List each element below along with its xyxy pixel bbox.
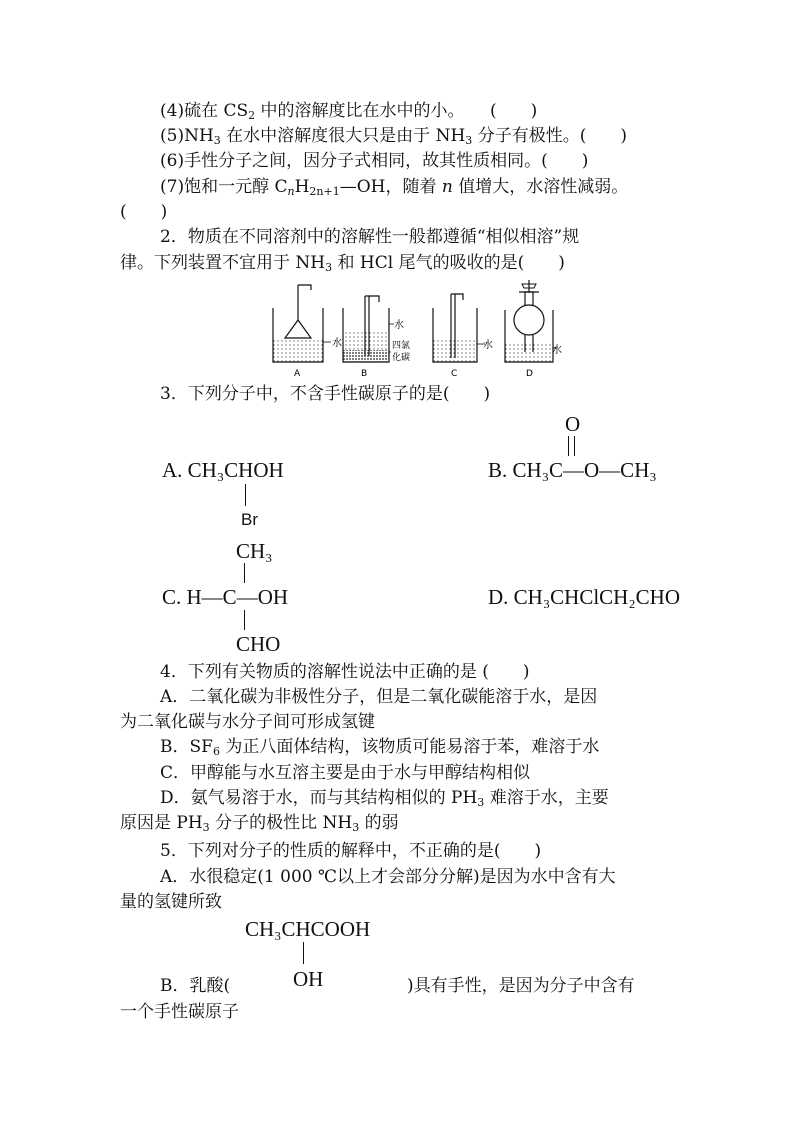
- q3-c-top-bond: [244, 563, 245, 583]
- svg-text:水: 水: [552, 345, 562, 356]
- svg-text:C: C: [451, 369, 458, 379]
- q3-b-double-bond: [568, 436, 575, 456]
- q4-option-a-line1: A．二氧化碳为非极性分子，但是二氧化碳能溶于水，是因: [160, 687, 598, 707]
- absorption-apparatus-figure: [265, 280, 575, 380]
- q1-item-4: (4)硫在 $CS_2$ 中的溶解度比在水中的小。 ( ): [160, 101, 538, 122]
- q2-stem-line2: 律。下列装置不宜用于 $NH_3$ 和 HCl 尾气的吸收的是( ): [120, 253, 565, 274]
- q1-item-5: $(5)NH_3$ 在水中溶解度很大只是由于 $NH_3$ 分子有极性。( ): [160, 126, 627, 147]
- svg-text:水: 水: [332, 338, 342, 349]
- svg-text:水: 水: [394, 320, 404, 331]
- q3-option-d: D. CH₃CHClCH₂CHO: [488, 585, 681, 609]
- svg-text:A: A: [294, 369, 301, 379]
- q4-stem: 4．下列有关物质的溶解性说法中正确的是 ( ): [160, 662, 530, 682]
- q5-stem: 5．下列对分子的性质的解释中，不正确的是( ): [160, 841, 542, 861]
- svg-text:四氯: 四氯: [392, 341, 411, 351]
- q5-lactic-acid-formula: CH₃CHCOOH: [245, 917, 371, 941]
- q5-option-b-line1-end: )具有手性，是因为分子中含有: [407, 976, 635, 996]
- q5-option-a-line2: 量的氢键所致: [120, 892, 222, 912]
- q4-option-d-line1: D．氨气易溶于水，而与其结构相似的 $PH_3$ 难溶于水，主要: [160, 788, 609, 809]
- q5-option-b-line2: 一个手性碳原子: [120, 1002, 239, 1022]
- svg-text:B: B: [361, 369, 368, 379]
- q4-option-a-line2: 为二氧化碳与水分子间可形成氢键: [120, 712, 375, 732]
- q3-option-c: C. H—C—OH: [162, 585, 289, 609]
- svg-text:D: D: [526, 369, 533, 379]
- q2-stem-line1: 2．物质在不同溶剂中的溶解性一般都遵循“相似相溶”规: [160, 227, 580, 247]
- q3-a-substituent: Br: [241, 510, 258, 529]
- q3-option-b: B. CH₃C—O—CH₃: [488, 458, 657, 482]
- q3-c-bottom: CHO: [236, 632, 281, 656]
- q3-a-bond: [245, 484, 246, 506]
- q3-c-top: CH₃: [236, 539, 273, 563]
- q4-option-c: C．甲醇能与水互溶主要是由于水与甲醇结构相似: [160, 763, 531, 783]
- svg-text:水: 水: [483, 340, 493, 351]
- apparatus-c: [433, 294, 493, 379]
- apparatus-d: [505, 280, 562, 379]
- apparatus-b: [343, 296, 410, 379]
- q3-option-a: A. CH₃CHOH: [162, 458, 284, 482]
- q5-option-b-line1-start: B．乳酸(: [160, 976, 231, 996]
- q1-item-6: (6)手性分子之间，因分子式相同，故其性质相同。( ): [160, 151, 589, 171]
- q5-option-a-line1: A．水很稳定(1 000 ℃以上才会部分分解)是因为水中含有大: [160, 867, 616, 887]
- q4-option-d-line2: 原因是 $PH_3$ 分子的极性比 $NH_3$ 的弱: [120, 813, 399, 834]
- q3-stem: 3．下列分子中，不含手性碳原子的是( ): [160, 384, 491, 404]
- q3-c-bottom-bond: [244, 610, 245, 630]
- q3-b-top: O: [565, 412, 581, 436]
- apparatus-a: [273, 285, 342, 379]
- svg-text:化碳: 化碳: [392, 353, 411, 363]
- q5-lactic-acid-oh: OH: [293, 967, 324, 991]
- q1-item-7-bracket: ( ): [120, 202, 168, 222]
- q4-option-b: B．$SF_6$ 为正八面体结构，该物质可能易溶于苯，难溶于水: [160, 737, 600, 758]
- q5-lactic-acid-bond: [303, 942, 304, 964]
- q1-item-7: (7)饱和一元醇 $C_nH_{2n+1}—OH$，随着 n 值增大，水溶性减弱。: [160, 177, 629, 198]
